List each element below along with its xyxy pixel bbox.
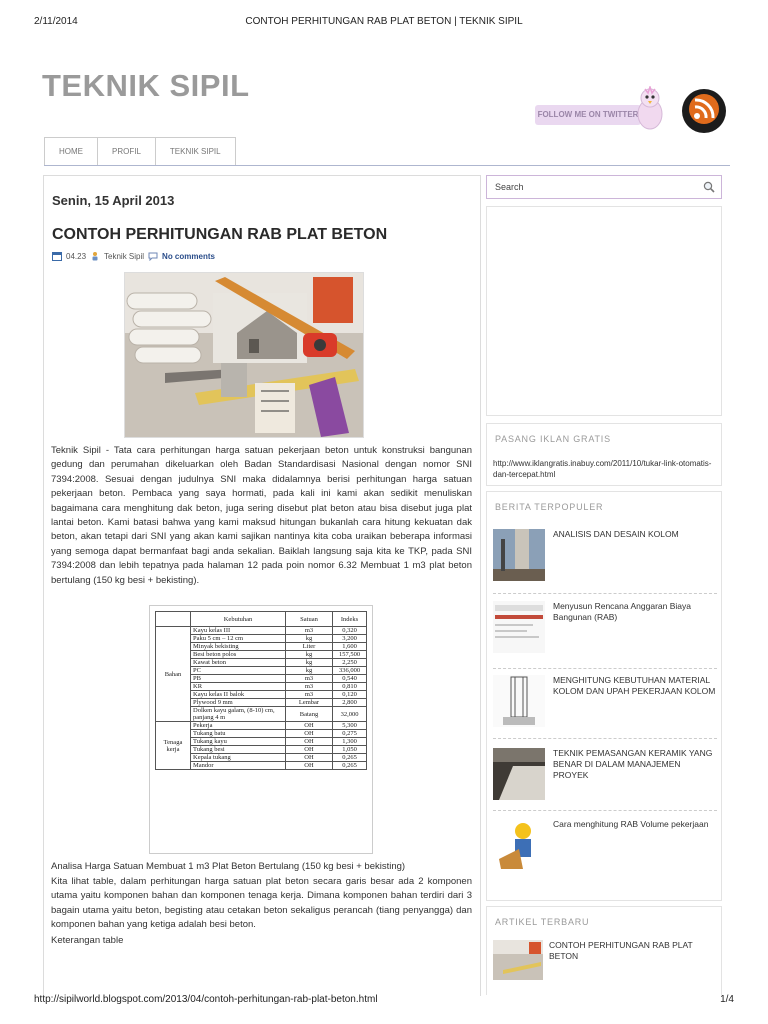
table-header: Indeks xyxy=(333,612,367,627)
follow-twitter-button[interactable]: FOLLOW ME ON TWITTER xyxy=(535,105,641,125)
table-cell: Mandor xyxy=(191,762,286,770)
table-cell: 3,200 xyxy=(333,635,367,643)
table-cell: Minyak bekisting xyxy=(191,643,286,651)
search-placeholder: Search xyxy=(495,182,524,192)
table-cell: 0,540 xyxy=(333,675,367,683)
post-thumbnail xyxy=(493,529,545,581)
table-cell: 1,600 xyxy=(333,643,367,651)
divider xyxy=(493,593,717,594)
table-cell: 0,275 xyxy=(333,730,367,738)
populer-title[interactable]: MENGHITUNG KEBUTUHAN MATERIAL KOLOM DAN UPAH PEKERJAAN KOLOM xyxy=(553,675,716,696)
table-cell: 0,120 xyxy=(333,691,367,699)
table-cell: 0,265 xyxy=(333,762,367,770)
table-header: Satuan xyxy=(286,612,333,627)
table-cell: OH xyxy=(286,762,333,770)
analisa-table xyxy=(155,611,367,770)
analisa-table-image xyxy=(149,605,373,854)
twitter-bird-icon[interactable] xyxy=(633,86,667,132)
table-cell: OH xyxy=(286,738,333,746)
print-date: 2/11/2014 xyxy=(34,16,78,27)
table-cell: 2,800 xyxy=(333,699,367,707)
table-cell: m3 xyxy=(286,683,333,691)
post-title[interactable]: CONTOH PERHITUNGAN RAB PLAT BETON xyxy=(52,226,388,243)
post-meta xyxy=(52,251,215,261)
populer-title[interactable]: ANALISIS DAN DESAIN KOLOM xyxy=(553,529,679,539)
post-comments-link[interactable]: No comments xyxy=(162,251,215,261)
table-cell: 336,000 xyxy=(333,667,367,675)
search-input[interactable] xyxy=(486,175,722,199)
table-cell: 0,320 xyxy=(333,627,367,635)
table-cell: kg xyxy=(286,659,333,667)
table-cell: OH xyxy=(286,730,333,738)
divider xyxy=(493,810,717,811)
table-cell: kg xyxy=(286,635,333,643)
divider xyxy=(493,668,717,669)
author-icon xyxy=(90,251,100,261)
nav-divider xyxy=(44,165,730,166)
ad-placeholder xyxy=(486,206,722,416)
populer-heading: BERITA TERPOPULER xyxy=(495,502,604,512)
iklan-widget xyxy=(486,423,722,486)
table-cell: OH xyxy=(286,722,333,730)
post-thumbnail xyxy=(493,940,543,980)
table-cell: Batang xyxy=(286,707,333,722)
post-paragraph-2: Kita lihat table, dalam perhitungan harga satuan plat beton secara garis besar ada 2 komponen utama yaitu komponen bahan dan komponen tenaga kerja. Dimana komponen bahan terdiri dari 3 bagain utama yaitu beton, begisting atau cetakan beton sekaligus perancah (tiang penyangga) dan komponen bahan yang ketiga adalah besi beton. xyxy=(51,876,472,931)
table-cell: kg xyxy=(286,667,333,675)
table-cell: m3 xyxy=(286,627,333,635)
iklan-heading: PASANG IKLAN GRATIS xyxy=(495,434,611,444)
post-author[interactable]: Teknik Sipil xyxy=(104,251,145,261)
table-header xyxy=(156,612,191,627)
table-cell: Paku 5 cm – 12 cm xyxy=(191,635,286,643)
nav-home[interactable]: HOME xyxy=(45,137,98,165)
comment-icon xyxy=(148,252,158,261)
nav-teknik-sipil[interactable]: TEKNIK SIPIL xyxy=(156,137,236,165)
print-page-number: 1/4 xyxy=(720,994,734,1005)
post-time: 04.23 xyxy=(66,251,87,261)
table-cell: Tukang besi xyxy=(191,746,286,754)
rss-icon[interactable] xyxy=(681,88,727,134)
table-cell: Plywood 9 mm xyxy=(191,699,286,707)
table-cell: Tukang kayu xyxy=(191,738,286,746)
table-group-label: Tenaga kerja xyxy=(156,722,191,770)
table-cell: 32,000 xyxy=(333,707,367,722)
post-date: Senin, 15 April 2013 xyxy=(52,193,175,208)
divider xyxy=(493,738,717,739)
post-paragraph-1: Teknik Sipil - Tata cara perhitungan harga satuan pekerjaan beton untuk konstruksi bangunan gedung dan perumahan dikeluarkan oleh Badan Standardisasi Nasional dengan nomor SNI 7394:2008. Sesuai dengan judulnya SNI maka didalamnya berisi perhitungan harga satuan pekerjaan beton. Pembaca yang saya hormati, pada kali ini kami akan sedikit menuliskan bagaimana cara menghitung dak beton, juga sering disebut plat beton atau bisa disebut juga plat lantai beton. Kami batasi bahwa yang kami maksud hitungan bukanlah cara hitung kekuatan dak beton, akan tetapi dari SNI yang akan kami sajikan nantinya kita coba uraikan beberapa informasi yang semoga dapat bermanfaat bagi anda sekalian. Baiklah langsung saja kita ke TKP, pada SNI 7394:2008 dan lebih tepatnya pada halaman 12 pada poin nomor 6.32 Membuat 1 m3 plat beton bertulang (150 kg besi + bekisting). xyxy=(51,445,472,586)
table-cell: Besi beton polos xyxy=(191,651,286,659)
table-cell: 0,810 xyxy=(333,683,367,691)
table-cell: 1,300 xyxy=(333,738,367,746)
iklan-link[interactable]: http://www.iklangratis.inabuy.com/2011/10/tukar-link-otomatis-dan-tercepat.html xyxy=(493,459,712,479)
table-cell: Liter xyxy=(286,643,333,651)
table-cell: Lembar xyxy=(286,699,333,707)
main-nav xyxy=(44,137,236,165)
table-cell: m3 xyxy=(286,675,333,683)
table-cell: kg xyxy=(286,651,333,659)
table-cell: 1,050 xyxy=(333,746,367,754)
terbaru-widget xyxy=(486,906,722,995)
post-thumbnail xyxy=(493,601,545,653)
table-cell: PC xyxy=(191,667,286,675)
table-group-label: Bahan xyxy=(156,627,191,722)
table-cell: Kepala tukang xyxy=(191,754,286,762)
nav-profil[interactable]: PROFIL xyxy=(98,137,156,165)
table-cell: m3 xyxy=(286,691,333,699)
post-paragraph-3: Keterangan table xyxy=(51,935,124,946)
table-cell: Kawat beton xyxy=(191,659,286,667)
table-cell: OH xyxy=(286,746,333,754)
table-cell: Kayu kelas II balok xyxy=(191,691,286,699)
table-cell: 5,300 xyxy=(333,722,367,730)
print-url: http://sipilworld.blogspot.com/2013/04/contoh-perhitungan-rab-plat-beton.html xyxy=(34,994,378,1005)
terbaru-title[interactable]: CONTOH PERHITUNGAN RAB PLAT BETON xyxy=(549,940,693,961)
table-cell: KR xyxy=(191,683,286,691)
table-cell: 157,500 xyxy=(333,651,367,659)
populer-title[interactable]: Menyusun Rencana Anggaran Biaya Bangunan (RAB) xyxy=(553,601,691,622)
table-cell: 0,265 xyxy=(333,754,367,762)
terbaru-heading: ARTIKEL TERBARU xyxy=(495,917,590,927)
construction-tools-photo xyxy=(124,272,364,438)
table-cell: PB xyxy=(191,675,286,683)
table-cell: Tukang batu xyxy=(191,730,286,738)
blog-title[interactable]: TEKNIK SIPIL xyxy=(42,68,250,103)
post-thumbnail xyxy=(493,675,545,727)
search-icon[interactable] xyxy=(703,181,715,193)
post-thumbnail xyxy=(493,748,545,800)
post-thumbnail xyxy=(493,819,545,871)
table-cell: Kayu kelas III xyxy=(191,627,286,635)
table-cell: 2,250 xyxy=(333,659,367,667)
table-cell: Pekerja xyxy=(191,722,286,730)
table-header: Kebutuhan xyxy=(191,612,286,627)
print-title: CONTOH PERHITUNGAN RAB PLAT BETON | TEKNIK SIPIL xyxy=(245,16,523,27)
populer-title[interactable]: Cara menghitung RAB Volume pekerjaan xyxy=(553,819,709,829)
table-caption: Analisa Harga Satuan Membuat 1 m3 Plat Beton Bertulang (150 kg besi + bekisting) xyxy=(51,861,406,872)
populer-title[interactable]: TEKNIK PEMASANGAN KERAMIK YANG BENAR DI DALAM MANAJEMEN PROYEK xyxy=(553,748,713,780)
calendar-icon xyxy=(52,251,62,261)
table-cell: Dolken kayu galam, (8-10) cm, panjang 4 m xyxy=(191,707,286,722)
table-cell: OH xyxy=(286,754,333,762)
populer-widget xyxy=(486,491,722,901)
